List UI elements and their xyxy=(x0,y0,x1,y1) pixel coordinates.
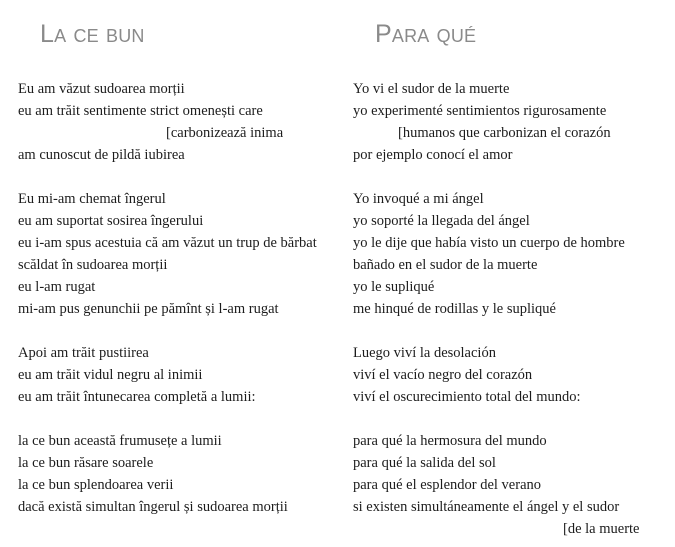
poem-line: Luego viví la desolación xyxy=(353,345,496,361)
poem-line: viví el oscurecimiento total del mundo: xyxy=(353,389,581,405)
poem-line: la ce bun răsare soarele xyxy=(18,455,154,471)
poem-line: eu i-am spus acestuia că am văzut un trup de bărbat xyxy=(18,235,317,251)
poem-line: viví el vacío negro del corazón xyxy=(353,367,533,383)
poem-line: me hinqué de rodillas y le supliqué xyxy=(353,301,556,317)
poem-line: para qué la hermosura del mundo xyxy=(353,433,547,449)
poem-line: Apoi am trăit pustiirea xyxy=(18,345,149,361)
poem-line: si existen simultáneamente el ángel y el sudor xyxy=(353,499,620,515)
poem-line: Eu mi-am chemat îngerul xyxy=(18,191,166,207)
poem-line: bañado en el sudor de la muerte xyxy=(353,257,538,273)
stanza-break xyxy=(353,166,663,188)
poem-line: yo le supliqué xyxy=(353,279,435,295)
stanza-break xyxy=(353,320,663,342)
poem-line: dacă există simultan îngerul și sudoarea morții xyxy=(18,499,288,515)
poem-line: eu am trăit întunecarea completă a lumii: xyxy=(18,389,256,405)
poem-line: am cunoscut de pildă iubirea xyxy=(18,147,185,163)
poem-line: eu am trăit sentimente strict omenești care xyxy=(18,103,263,119)
poem-line: eu l-am rugat xyxy=(18,279,96,295)
poem-spanish xyxy=(353,78,663,540)
poem-line-continuation: [carbonizează inima xyxy=(166,125,284,141)
poem-title-spanish: Para qué xyxy=(375,20,477,48)
poem-line: yo le dije que había visto un cuerpo de hombre xyxy=(353,235,625,251)
poem-line: mi-am pus genunchii pe pămînt și l-am rugat xyxy=(18,301,279,317)
poem-line: eu am suportat sosirea îngerului xyxy=(18,213,204,229)
poem-line: la ce bun splendoarea verii xyxy=(18,477,174,493)
poem-line: la ce bun această frumusețe a lumii xyxy=(18,433,222,449)
poem-line-continuation: [de la muerte xyxy=(563,521,640,537)
poem-line: para qué la salida del sol xyxy=(353,455,496,471)
poem-romanian xyxy=(18,78,340,518)
poem-line: eu am trăit vidul negru al inimii xyxy=(18,367,203,383)
poem-line: yo experimenté sentimientos rigurosamente xyxy=(353,103,607,119)
stanza-break xyxy=(18,320,340,342)
poem-title-romanian: La ce bun xyxy=(40,20,145,48)
poem-line-continuation: [humanos que carbonizan el corazón xyxy=(398,125,611,141)
poem-line: Yo vi el sudor de la muerte xyxy=(353,81,510,97)
stanza-break xyxy=(18,166,340,188)
poem-line: por ejemplo conocí el amor xyxy=(353,147,513,163)
poem-line: Yo invoqué a mi ángel xyxy=(353,191,484,207)
poem-line: Eu am văzut sudoarea morții xyxy=(18,81,185,97)
poem-line: scăldat în sudoarea morții xyxy=(18,257,168,273)
poem-line: yo soporté la llegada del ángel xyxy=(353,213,530,229)
poem-line: para qué el esplendor del verano xyxy=(353,477,542,493)
stanza-break xyxy=(18,408,340,430)
stanza-break xyxy=(353,408,663,430)
